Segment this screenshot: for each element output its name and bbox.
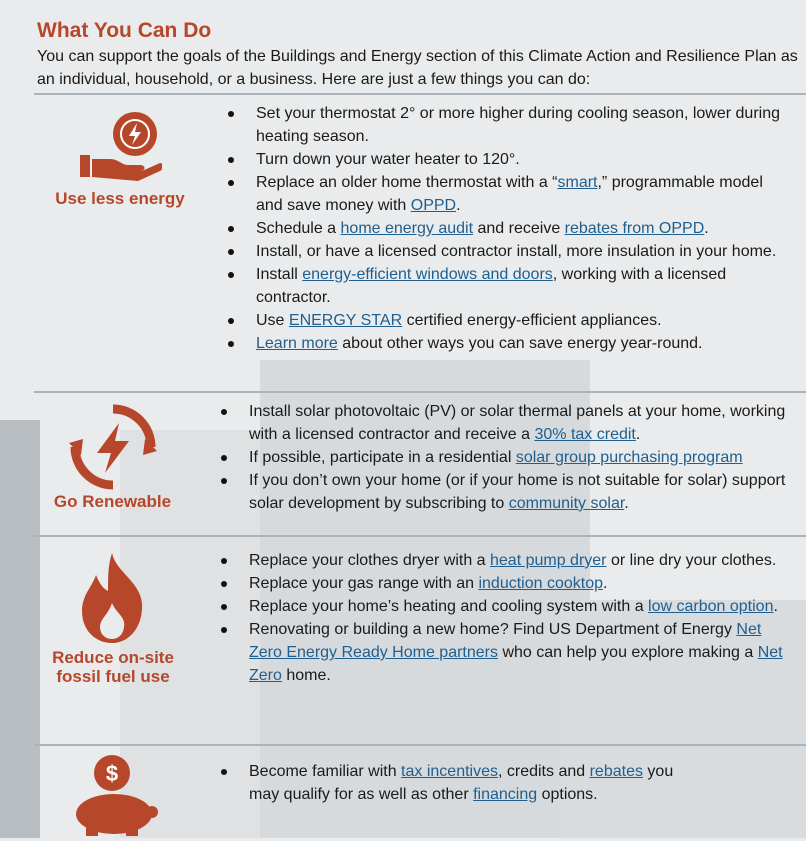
item-text: . [773, 598, 778, 615]
list-item [218, 618, 788, 687]
resource-link[interactable]: OPPD [410, 197, 457, 214]
resource-link[interactable]: financing [473, 786, 538, 803]
item-text: Schedule a [256, 220, 341, 237]
intro-paragraph: You can support the goals of the Buildings and Energy section of this Climate Action and Resilience Plan as an individual, household, or a business. Here are just a few things you can do: [37, 48, 798, 88]
item-text: If you don’t own your home (or if your home is not suitable for solar) support solar development by subscribing to [249, 472, 786, 512]
resource-link[interactable]: smart [557, 174, 598, 191]
list-item [225, 309, 785, 332]
hand-energy-icon [80, 111, 162, 196]
item-text: Renovating or building a new home? Find US Department of Energy [249, 621, 737, 638]
item-text: options. [537, 786, 598, 803]
reduce-fossil-fuel-list [218, 549, 788, 687]
resource-link[interactable]: Net Zero [249, 644, 783, 684]
resource-link[interactable]: 30% tax credit [534, 426, 636, 443]
item-text: . [456, 197, 461, 214]
go-renewable-list [218, 400, 793, 515]
item-text: . [603, 575, 608, 592]
item-text: you may qualify for as well as other [249, 763, 674, 803]
resource-link[interactable]: Learn more [256, 335, 338, 352]
resource-link[interactable]: low carbon option [648, 598, 774, 615]
item-text: or line dry your clothes. [606, 552, 777, 569]
resource-link[interactable]: rebates [589, 763, 643, 780]
list-item [218, 595, 788, 618]
section-label-use-less-energy: Use less energy [55, 189, 185, 208]
list-item [218, 572, 788, 595]
resource-link[interactable]: heat pump dryer [490, 552, 607, 569]
list-item [225, 332, 785, 355]
resource-link[interactable]: induction cooktop [478, 575, 603, 592]
item-text: . [624, 495, 629, 512]
resource-link[interactable]: tax incentives [401, 763, 498, 780]
financing-list [218, 760, 688, 806]
list-item [218, 760, 688, 806]
list-item [225, 263, 785, 309]
item-text: Replace your gas range with an [249, 575, 479, 592]
item-text: , credits and [497, 763, 590, 780]
item-text: Replace your home’s heating and cooling system with a [249, 598, 649, 615]
item-text: certified energy-efficient appliances. [402, 312, 662, 329]
piggy-bank-icon [70, 754, 160, 841]
section-divider [34, 535, 806, 537]
resource-link[interactable]: Net Zero Energy Ready Home partners [249, 621, 762, 661]
section-divider [34, 391, 806, 393]
item-text: Install, or have a licensed contractor install, more insulation in your home. [256, 243, 777, 260]
item-text: home. [281, 667, 331, 684]
renewable-energy-icon [65, 401, 161, 498]
item-text: Turn down your water heater to 120°. [256, 151, 520, 168]
item-text: Replace an older home thermostat with a “ [256, 174, 558, 191]
use-less-energy-list [225, 102, 785, 355]
item-text: Install [256, 266, 303, 283]
resource-link[interactable]: energy-efficient windows and doors [302, 266, 553, 283]
item-text: Install solar photovoltaic (PV) or solar thermal panels at your home, working with a licensed contractor and receive a [249, 403, 786, 443]
page-title: What You Can Do [37, 19, 212, 42]
item-text: Replace your clothes dryer with a [249, 552, 490, 569]
section-label-reduce-fossil-fuel: Reduce on-site fossil fuel use [52, 648, 174, 686]
resource-link[interactable]: rebates from OPPD [564, 220, 705, 237]
item-text: Use [256, 312, 289, 329]
item-text: If possible, participate in a residential [249, 449, 516, 466]
flame-icon [78, 553, 146, 648]
list-item [218, 469, 793, 515]
list-item [218, 446, 793, 469]
item-text: Become familiar with [249, 763, 402, 780]
resource-link[interactable]: solar group purchasing program [515, 449, 743, 466]
item-text: Set your thermostat 2° or more higher during cooling season, lower during heating season. [256, 105, 781, 145]
list-item [225, 102, 785, 148]
list-item [218, 549, 788, 572]
list-item [225, 240, 785, 263]
item-text: and receive [473, 220, 565, 237]
item-text: about other ways you can save energy year-round. [337, 335, 703, 352]
resource-link[interactable]: home energy audit [340, 220, 474, 237]
resource-link[interactable]: ENERGY STAR [288, 312, 403, 329]
list-item [218, 400, 793, 446]
item-text: . [704, 220, 709, 237]
section-label-go-renewable: Go Renewable [53, 492, 172, 511]
item-text: who can help you explore making a [498, 644, 758, 661]
item-text: ,” programmable model and save money with [256, 174, 763, 214]
section-divider [34, 93, 806, 95]
list-item [225, 148, 785, 171]
svg-text:$: $ [105, 761, 119, 786]
list-item [225, 171, 785, 217]
resource-link[interactable]: community solar [508, 495, 625, 512]
section-divider [34, 744, 806, 746]
item-text: , working with a licensed contractor. [256, 266, 727, 306]
item-text: . [635, 426, 641, 443]
list-item [225, 217, 785, 240]
